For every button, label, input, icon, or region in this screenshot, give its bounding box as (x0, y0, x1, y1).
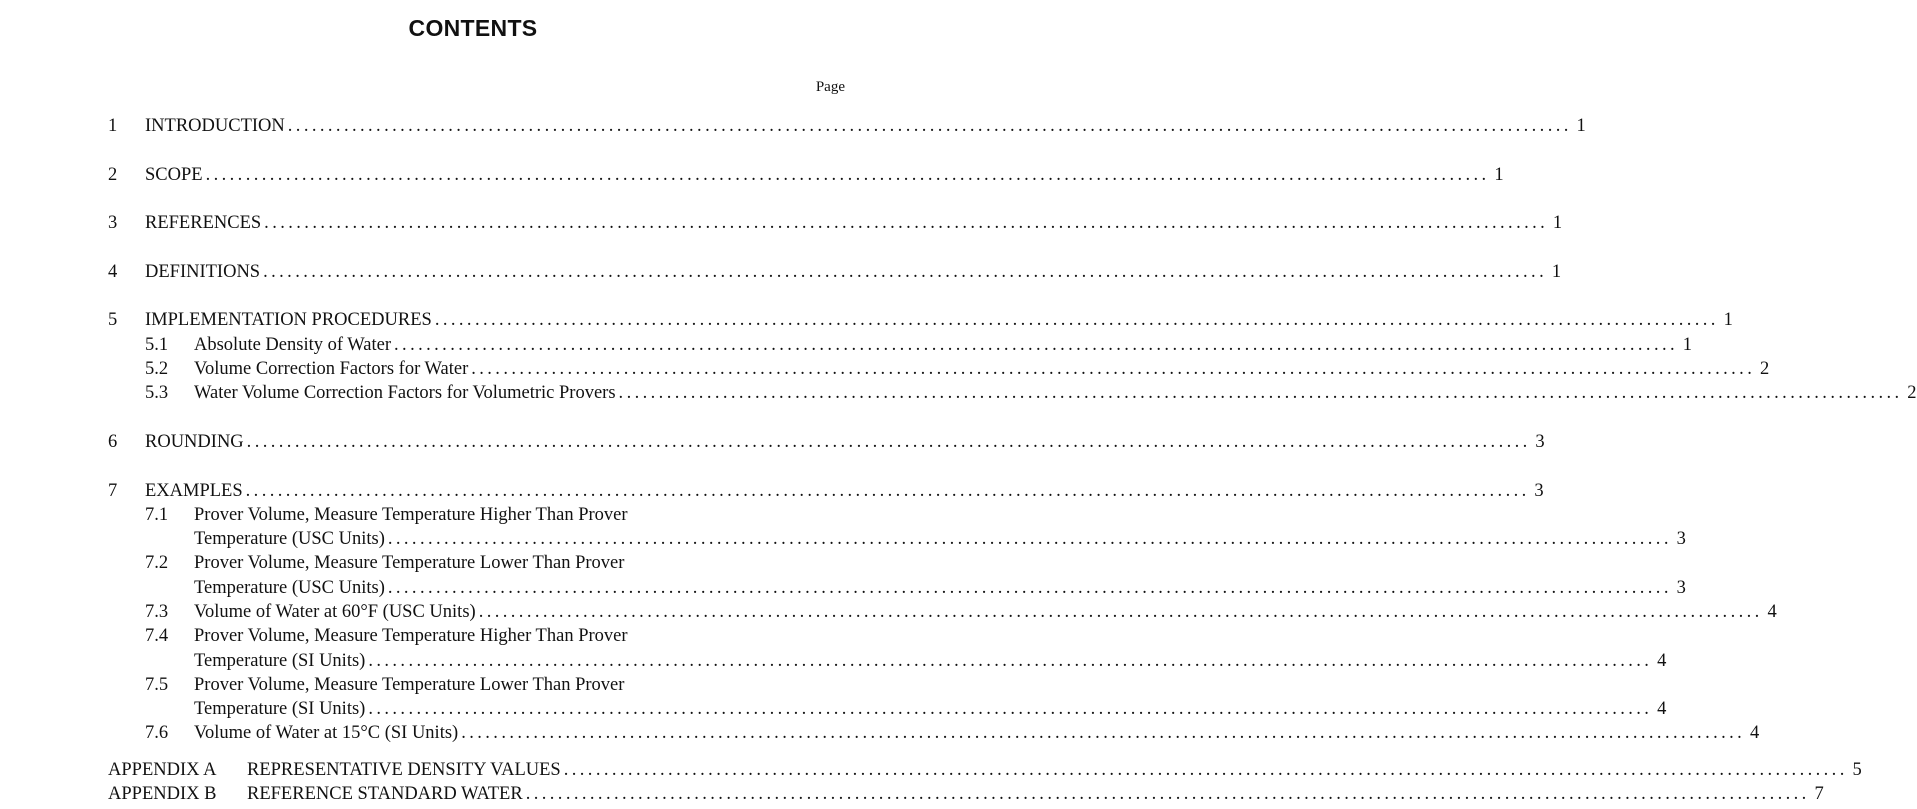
toc-title: Prover Volume, Measure Temperature Lower Than Prover (194, 675, 625, 695)
appendix-label: APPENDIX A (108, 760, 217, 780)
toc-title: Absolute Density of Water (194, 335, 392, 355)
toc-title: IMPLEMENTATION PROCEDURES (145, 310, 432, 330)
toc-page-number: 7 (1814, 784, 1824, 804)
toc-number: 7.4 (145, 626, 169, 646)
toc-number: 7.5 (145, 675, 169, 695)
toc-entry-3[interactable] (108, 211, 1563, 235)
dot-leader: ................................................................................................................................................................ (205, 165, 1490, 185)
toc-entry-5-2[interactable] (145, 357, 1770, 381)
toc-title-continued: Temperature (SI Units) (194, 651, 366, 671)
toc-entry-4[interactable] (108, 260, 1562, 284)
toc-page-number: 4 (1749, 723, 1760, 743)
toc-title: EXAMPLES (145, 481, 243, 501)
toc-number: 6 (108, 432, 118, 452)
toc-page-number: 3 (1534, 481, 1544, 501)
page-title: CONTENTS (408, 15, 538, 41)
toc-page-number: 4 (1657, 699, 1667, 719)
toc-entry-5-1[interactable] (145, 333, 1693, 357)
dot-leader: ................................................................................................................................................................ (461, 723, 1746, 743)
toc-number: 5 (108, 310, 118, 330)
toc-title: REFERENCE STANDARD WATER (247, 784, 523, 804)
toc-page-number: 1 (1576, 116, 1586, 136)
dot-leader: ................................................................................................................................................................ (387, 578, 1672, 598)
toc-title-continued: Temperature (USC Units) (194, 578, 385, 598)
toc-title-continued: Temperature (SI Units) (194, 699, 366, 719)
toc-title: ROUNDING (145, 432, 244, 452)
appendix-label: APPENDIX B (108, 784, 217, 804)
dot-leader: ................................................................................................................................................................ (525, 784, 1810, 804)
toc-title-continued: Temperature (USC Units) (194, 529, 385, 549)
dot-leader: ................................................................................................................................................................ (618, 383, 1903, 403)
toc-page-number: 1 (1551, 262, 1562, 282)
toc-title: Water Volume Correction Factors for Volumetric Provers (194, 383, 616, 403)
toc-entry-5-3[interactable] (145, 381, 1917, 405)
toc-entry-7-2-cont[interactable] (145, 576, 1686, 600)
toc-page-number: 4 (1767, 602, 1777, 622)
toc-title: Prover Volume, Measure Temperature Higher Than Prover (194, 626, 628, 646)
toc-page-number: 1 (1552, 213, 1563, 233)
toc-page-number: 1 (1682, 335, 1693, 355)
toc-number: 5.1 (145, 335, 169, 355)
toc-entry-7-6[interactable] (145, 721, 1760, 745)
toc-number: 2 (108, 165, 118, 185)
dot-leader: ................................................................................................................................................................ (478, 602, 1763, 622)
toc-entry-7[interactable] (108, 479, 1544, 503)
toc-appendix-b[interactable] (108, 782, 1824, 806)
toc-entry-6[interactable] (108, 430, 1545, 454)
toc-entry-5[interactable] (108, 308, 1733, 332)
toc-number: 7 (108, 481, 118, 501)
dot-leader: ................................................................................................................................................................ (287, 116, 1572, 136)
toc-number: 7.3 (145, 602, 169, 622)
page-column-label: Page (815, 79, 845, 95)
toc-title: REFERENCES (145, 213, 262, 233)
dot-leader: ................................................................................................................................................................ (245, 481, 1530, 501)
toc-title: Volume of Water at 15°C (SI Units) (194, 723, 459, 743)
dot-leader: ................................................................................................................................................................ (263, 262, 1548, 282)
dot-leader: ................................................................................................................................................................ (394, 335, 1679, 355)
dot-leader: ................................................................................................................................................................ (434, 310, 1719, 330)
toc-appendix-a[interactable] (108, 758, 1862, 782)
toc-title: Prover Volume, Measure Temperature Lower Than Prover (194, 553, 625, 573)
toc-page-number: 4 (1657, 651, 1667, 671)
toc-title: SCOPE (145, 165, 203, 185)
toc-title: Volume of Water at 60°F (USC Units) (194, 602, 476, 622)
toc-number: 7.2 (145, 553, 169, 573)
dot-leader: ................................................................................................................................................................ (246, 432, 1531, 452)
toc-entry-7-3[interactable] (145, 600, 1777, 624)
toc-title: Prover Volume, Measure Temperature Higher Than Prover (194, 505, 628, 525)
toc-entry-7-5-cont[interactable] (145, 697, 1667, 721)
toc-entry-2[interactable] (108, 163, 1504, 187)
toc-entry-7-1-cont[interactable] (145, 527, 1686, 551)
toc-page-number: 3 (1676, 529, 1686, 549)
dot-leader: ................................................................................................................................................................ (368, 651, 1653, 671)
toc-number: 1 (108, 116, 118, 136)
toc-entry-1[interactable] (108, 114, 1586, 138)
toc-page-number: 5 (1852, 760, 1862, 780)
toc-number: 5.3 (145, 383, 169, 403)
toc-entry-7-5[interactable] (145, 673, 837, 697)
toc-number: 4 (108, 262, 118, 282)
dot-leader: ................................................................................................................................................................ (387, 529, 1672, 549)
toc-page-number: 3 (1535, 432, 1545, 452)
toc-title: REPRESENTATIVE DENSITY VALUES (247, 760, 561, 780)
dot-leader: ................................................................................................................................................................ (471, 359, 1756, 379)
toc-number: 5.2 (145, 359, 169, 379)
toc-entry-7-4-cont[interactable] (145, 649, 1667, 673)
toc-entry-7-1[interactable] (145, 503, 837, 527)
toc-number: 7.6 (145, 723, 169, 743)
toc-page-number: 2 (1759, 359, 1770, 379)
toc-title: INTRODUCTION (145, 116, 285, 136)
toc-title: DEFINITIONS (145, 262, 261, 282)
toc-entry-7-4[interactable] (145, 624, 837, 648)
toc-entry-7-2[interactable] (145, 551, 837, 575)
dot-leader: ................................................................................................................................................................ (563, 760, 1848, 780)
dot-leader: ................................................................................................................................................................ (264, 213, 1549, 233)
toc-page-number: 1 (1723, 310, 1733, 330)
dot-leader: ................................................................................................................................................................ (368, 699, 1653, 719)
toc-page-number: 2 (1907, 383, 1917, 403)
toc-page-number: 1 (1494, 165, 1504, 185)
toc-number: 3 (108, 213, 118, 233)
toc-title: Volume Correction Factors for Water (194, 359, 469, 379)
toc-number: 7.1 (145, 505, 169, 525)
toc-page-number: 3 (1676, 578, 1686, 598)
